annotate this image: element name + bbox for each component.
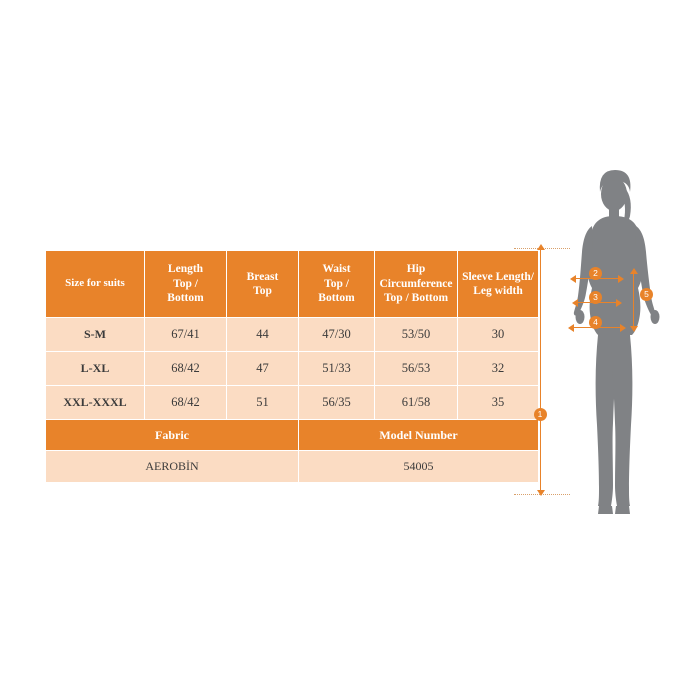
- footer-value-model: 54005: [299, 451, 539, 483]
- column-header-hip-line1: Hip: [406, 263, 426, 276]
- total-length-arrow-head-top: [537, 244, 545, 250]
- cell-waist: 51/33: [299, 352, 375, 386]
- cell-breast: 47: [227, 352, 299, 386]
- column-header-size-line1: Size for suits: [65, 277, 125, 290]
- column-header-hip-line3: Top / Bottom: [383, 292, 449, 305]
- cell-length: 68/42: [145, 386, 227, 420]
- cell-hip: 61/58: [375, 386, 458, 420]
- breast-arrow-head-left: [570, 275, 576, 283]
- marker-badge-2: 2: [589, 267, 602, 280]
- column-header-length-line1: Length: [167, 263, 204, 276]
- marker-badge-5: 5: [640, 288, 653, 301]
- table-header-row: [46, 251, 539, 318]
- breast-arrow-head-right: [618, 275, 624, 283]
- cell-waist: 47/30: [299, 318, 375, 352]
- mannequin-panel: [528, 170, 693, 590]
- column-header-length: [145, 251, 227, 318]
- marker-badge-1: 1: [534, 408, 547, 421]
- table-footer-value-row: [46, 451, 539, 483]
- cell-hip: 53/50: [375, 318, 458, 352]
- sleeve-arrow-head-bottom: [630, 326, 638, 332]
- waist-arrow-head-right: [616, 299, 622, 307]
- column-header-length-line2: Top /: [173, 277, 198, 290]
- column-header-sleeve-line1: Sleeve Length/: [462, 270, 534, 283]
- table-footer-header-row: [46, 420, 539, 451]
- cell-sleeve: 35: [458, 386, 539, 420]
- column-header-breast-line2: Top: [253, 285, 272, 297]
- column-header-waist-line3: Bottom: [318, 292, 355, 305]
- cell-sleeve: 30: [458, 318, 539, 352]
- female-silhouette-icon: [566, 170, 686, 590]
- footer-header-fabric: Fabric: [46, 420, 299, 451]
- cell-breast: 44: [227, 318, 299, 352]
- column-header-size: [46, 251, 145, 318]
- column-header-breast-line1: Breast: [246, 270, 279, 283]
- column-header-length-line3: Bottom: [167, 292, 204, 305]
- sleeve-length-arrow: [633, 274, 634, 328]
- size-chart-table: [45, 250, 539, 483]
- column-header-hip: [375, 251, 458, 318]
- column-header-sleeve-line2: Leg width: [473, 285, 523, 297]
- column-header-breast: [227, 251, 299, 318]
- footer-header-model: Model Number: [299, 420, 539, 451]
- table-row: [46, 386, 539, 420]
- footer-value-fabric: AEROBİN: [46, 451, 299, 483]
- column-header-hip-line2: Circumference: [379, 277, 453, 290]
- column-header-waist-line2: Top /: [324, 277, 349, 290]
- table-row: [46, 352, 539, 386]
- waist-arrow-head-left: [572, 299, 578, 307]
- cell-size: XXL-XXXL: [46, 386, 145, 420]
- marker-badge-3: 3: [589, 291, 602, 304]
- sleeve-arrow-head-top: [630, 268, 638, 274]
- cell-length: 67/41: [145, 318, 227, 352]
- hip-arrow-head-left: [568, 324, 574, 332]
- cell-breast: 51: [227, 386, 299, 420]
- hip-arrow-head-right: [620, 324, 626, 332]
- column-header-waist: [299, 251, 375, 318]
- cell-hip: 56/53: [375, 352, 458, 386]
- cell-length: 68/42: [145, 352, 227, 386]
- table-row: [46, 318, 539, 352]
- column-header-sleeve: [458, 251, 539, 318]
- cell-sleeve: 32: [458, 352, 539, 386]
- marker-badge-4: 4: [589, 316, 602, 329]
- total-length-arrow: [540, 250, 541, 492]
- cell-size: S-M: [46, 318, 145, 352]
- total-length-arrow-head-bottom: [537, 490, 545, 496]
- cell-size: L-XL: [46, 352, 145, 386]
- column-header-waist-line1: Waist: [322, 263, 351, 276]
- cell-waist: 56/35: [299, 386, 375, 420]
